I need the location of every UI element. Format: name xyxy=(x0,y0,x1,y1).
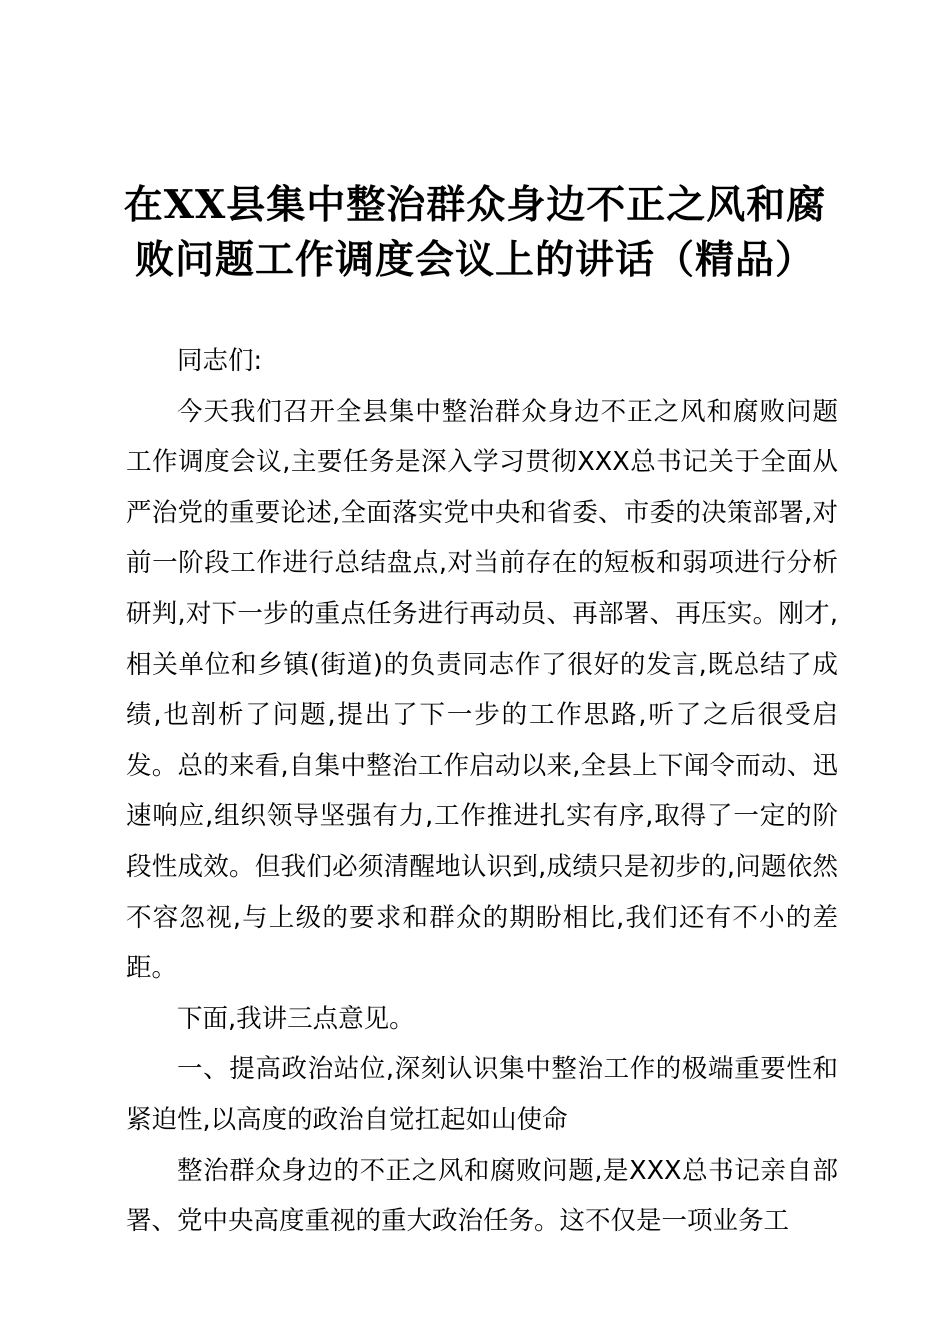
salutation: 同志们: xyxy=(177,346,263,376)
document-body xyxy=(126,336,838,1247)
document-title: 在XX县集中整治群众身边不正之风和腐败问题工作调度会议上的讲话（精品） xyxy=(123,182,827,283)
transition-paragraph: 下面,我讲三点意见。 xyxy=(177,1003,415,1034)
section-paragraph: 整治群众身边的不正之风和腐败问题,是XXX总书记亲自部署、党中央高度重视的重大政治任务。这不仅是一项业务工 xyxy=(126,1155,838,1237)
section-heading: 一、提高政治站位,深刻认识集中整治工作的极端重要性和紧迫性,以高度的政治自觉扛起如山使命 xyxy=(126,1054,838,1135)
opening-paragraph: 今天我们召开全县集中整治群众身边不正之风和腐败问题工作调度会议,主要任务是深入学习贯彻XXX总书记关于全面从严治党的重要论述,全面落实党中央和省委、市委的决策部署,对前一阶段工作进行总结盘点,对当前存在的短板和弱项进行分析研判,对下一步的重点任务进行再动员、再部署、再压实。刚才,相关单位和乡镇(街道)的负责同志作了很好的发言,既总结了成绩,也剖析了问题,提出了下一步的工作思路,听了之后很受启发。总的来看,自集中整治工作启动以来,全县上下闻令而动、迅速响应,组织领导坚强有力,工作推进扎实有序,取得了一定的阶段性成效。但我们必须清醒地认识到,成绩只是初步的,问题依然不容忽视,与上级的要求和群众的期盼相比,我们还有不小的差距。 xyxy=(126,396,838,984)
